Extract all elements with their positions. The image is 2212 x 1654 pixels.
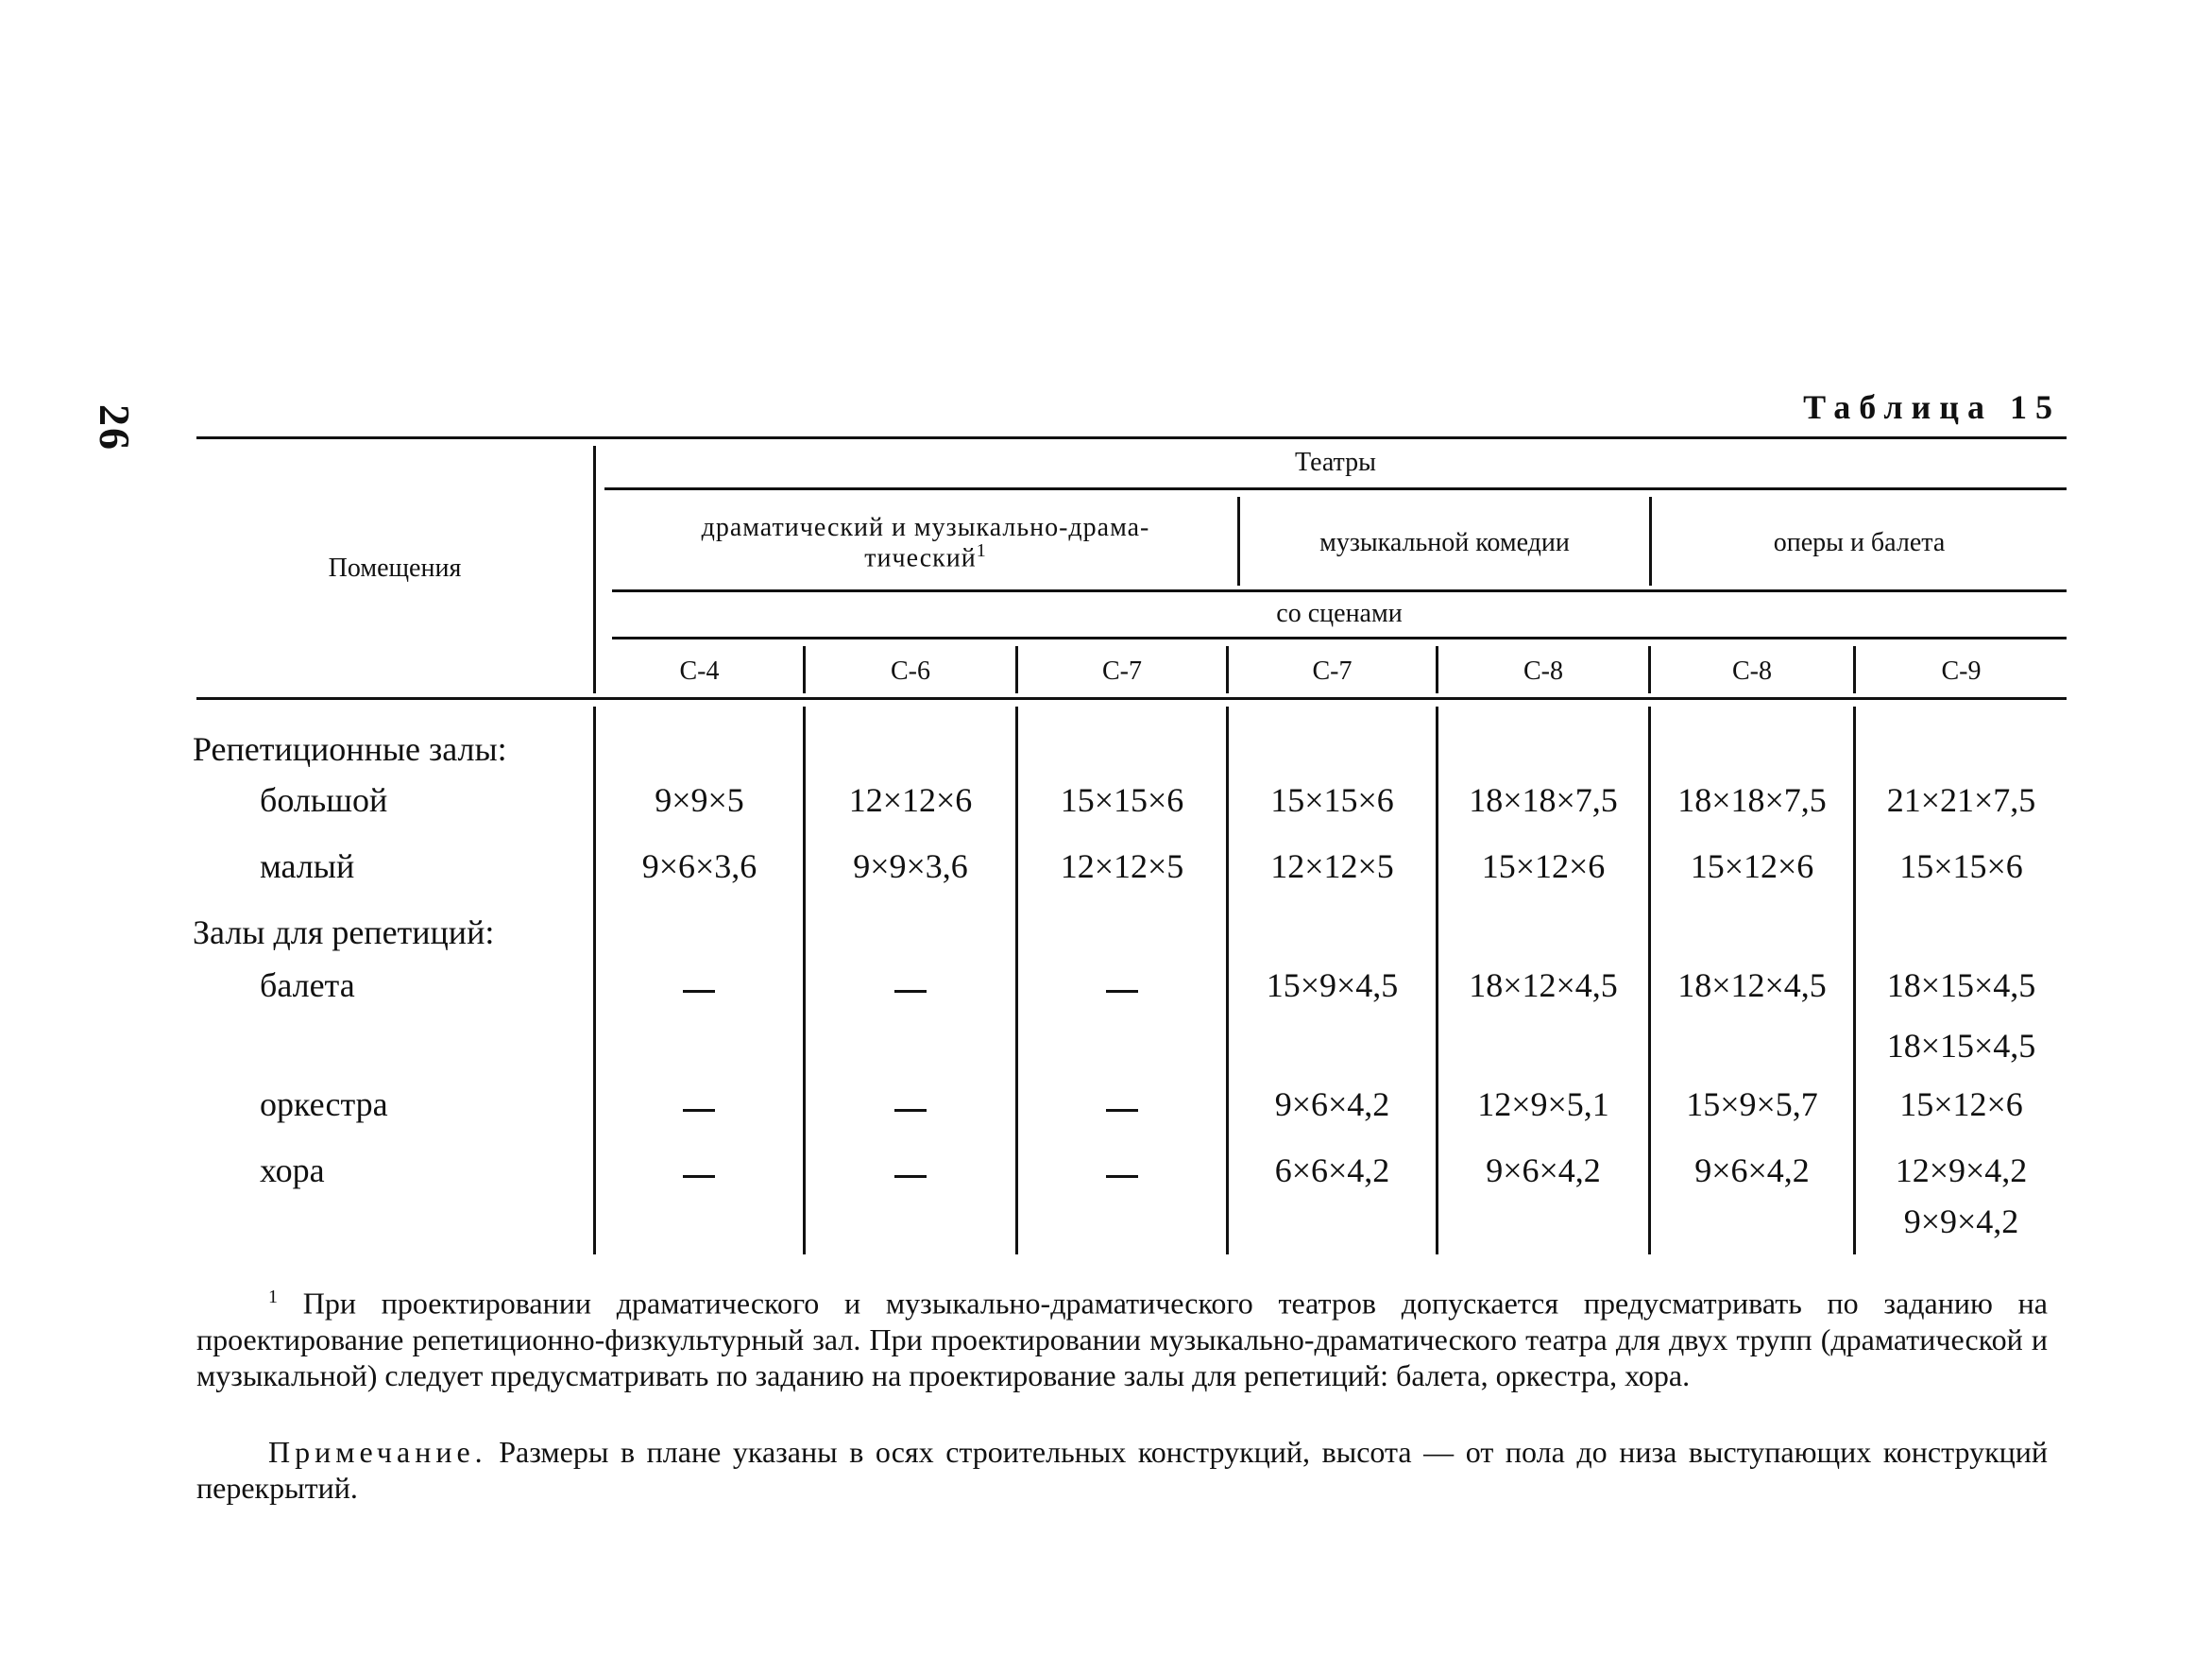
stage-header: С-8 (1523, 656, 1563, 687)
table-title: Таблица 15 (1803, 388, 2061, 426)
stage-header: С-4 (679, 656, 720, 687)
footnote (196, 1279, 2048, 1393)
empty-dash (1106, 1109, 1138, 1112)
stage-header: С-8 (1732, 656, 1772, 687)
note (196, 1434, 2048, 1506)
table-cell: 15×12×6 (1899, 1085, 2023, 1123)
table-cell: 12×9×5,1 (1477, 1085, 1609, 1123)
table-cell: 6×6×4,2 (1274, 1151, 1390, 1189)
table-cell: 12×9×4,2 (1895, 1151, 2028, 1189)
section-title: Залы для репетиций: (193, 913, 495, 951)
table-cell: 18×15×4,5 (1886, 966, 2036, 1004)
stage-header: С-6 (891, 656, 930, 687)
table-cell: 15×15×6 (1060, 781, 1184, 819)
footnote-number: 1 (268, 1287, 278, 1307)
table-cell: 18×18×7,5 (1677, 781, 1827, 819)
row-label: хора (260, 1151, 325, 1189)
theatres-header: Театры (1295, 448, 1376, 478)
empty-dash (894, 1175, 927, 1178)
stages-header: со сценами (1276, 599, 1403, 629)
group-header-opera: оперы и балета (1773, 528, 1946, 558)
note-text: Размеры в плане указаны в осях строительных конструкций, высота — от пола до низа выступающих конструкций перекрытий. (196, 1435, 2049, 1505)
page-number: 26 (91, 404, 139, 452)
table-cell-extra: 9×9×4,2 (1903, 1202, 2019, 1240)
table-cell: 15×12×6 (1481, 847, 1606, 885)
table-cell-extra: 18×15×4,5 (1886, 1027, 2036, 1065)
empty-dash (1106, 990, 1138, 993)
table-cell: 9×6×3,6 (641, 847, 757, 885)
table-cell: 9×9×5 (655, 781, 744, 819)
empty-dash (683, 1109, 715, 1112)
table-cell: 12×12×5 (1060, 847, 1184, 885)
section-title: Репетиционные залы: (193, 730, 507, 768)
table-cell: 9×9×3,6 (853, 847, 968, 885)
table-cell: 12×12×6 (848, 781, 973, 819)
table-cell: 18×12×4,5 (1677, 966, 1827, 1004)
table-cell: 15×15×6 (1899, 847, 2023, 885)
empty-dash (683, 990, 715, 993)
table-cell: 12×12×5 (1270, 847, 1394, 885)
rooms-header: Помещения (328, 553, 462, 583)
row-label: балета (260, 966, 355, 1004)
table-cell: 15×9×4,5 (1266, 966, 1399, 1004)
table-cell: 18×18×7,5 (1469, 781, 1618, 819)
note-label: Примечание. (268, 1435, 487, 1469)
stages-label-rule (612, 637, 2067, 639)
empty-dash (683, 1175, 715, 1178)
table-cell: 21×21×7,5 (1886, 781, 2036, 819)
table-cell: 9×6×4,2 (1274, 1085, 1390, 1123)
row-label: малый (260, 847, 355, 885)
theatres-rule (604, 487, 2067, 490)
stage-header: С-9 (1941, 656, 1982, 687)
group-header-drama-label: драматический и музыкально-драма-тический (701, 512, 1150, 573)
empty-dash (1106, 1175, 1138, 1178)
stage-header: С-7 (1312, 656, 1353, 687)
group-header-drama (661, 499, 1190, 588)
footnote-mark: 1 (976, 540, 987, 562)
table-cell: 9×6×4,2 (1486, 1151, 1601, 1189)
table-cell: 15×12×6 (1690, 847, 1814, 885)
empty-dash (894, 990, 927, 993)
row-label: оркестра (260, 1085, 388, 1123)
group-header-comedy: музыкальной комедии (1319, 528, 1570, 558)
header-bottom-rule (196, 697, 2067, 700)
stage-header: С-7 (1102, 656, 1142, 687)
table-cell: 18×12×4,5 (1469, 966, 1618, 1004)
table-cell: 15×15×6 (1270, 781, 1394, 819)
empty-dash (894, 1109, 927, 1112)
footnote-text: При проектировании драматического и музыкально-драматического театров допускается предусматривать по заданию на проектирование репетиционно-физкультурный зал. При проектировании музыкально-драматического театра для двух трупп (драматической и музыкальной) следует предусматривать по заданию на проектирование залы для репетиций: балета, оркестра, хора. (196, 1286, 2049, 1392)
row-label: большой (260, 781, 388, 819)
table-cell: 15×9×5,7 (1686, 1085, 1818, 1123)
table-cell: 9×6×4,2 (1694, 1151, 1810, 1189)
